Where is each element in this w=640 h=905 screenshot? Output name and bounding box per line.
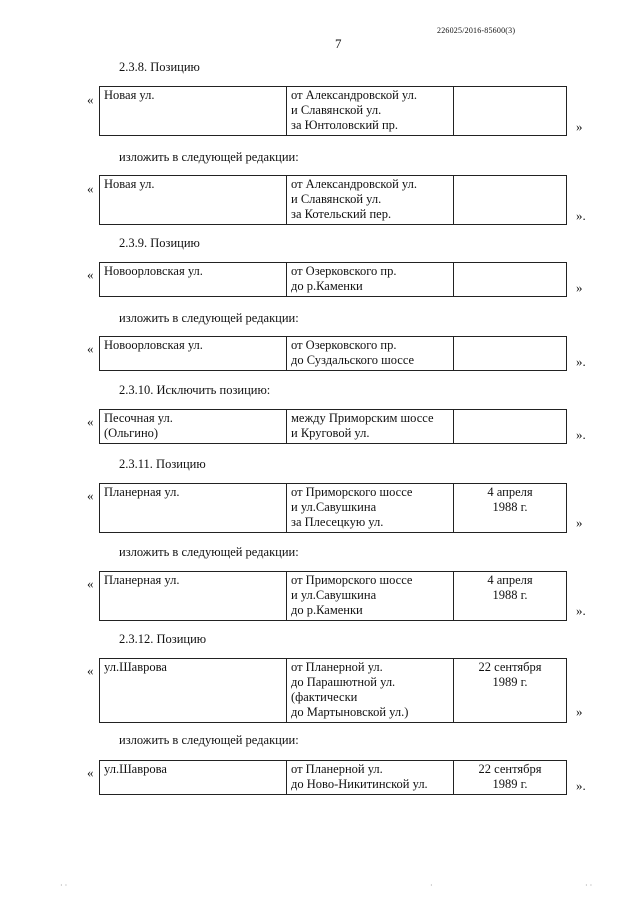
paragraph-4: изложить в следующей редакции:: [119, 311, 299, 325]
street-name-cell: [100, 410, 287, 444]
cell-line: Новая ул.: [104, 177, 155, 191]
cell-line: от Планерной ул.: [291, 660, 383, 674]
close-quote: »: [576, 515, 583, 530]
date-cell: [454, 659, 567, 723]
date-cell: [454, 572, 567, 621]
section-cell: [287, 761, 454, 795]
cell-line: до Суздальского шоссе: [291, 353, 415, 367]
section-cell: [287, 87, 454, 136]
section-cell: [287, 659, 454, 723]
date-cell: [454, 337, 567, 371]
street-table-row: [99, 336, 567, 371]
cell-line: от Александровской ул.: [291, 88, 417, 102]
street-name-cell: [100, 572, 287, 621]
street-name-cell: [100, 337, 287, 371]
date-cell: [454, 484, 567, 533]
section-cell: [287, 484, 454, 533]
cell-line: 1989 г.: [492, 777, 528, 791]
street-table-row: [99, 409, 567, 444]
open-quote: «: [87, 765, 94, 780]
cell-line: и Славянской ул.: [291, 192, 382, 206]
cell-line: за Юнтоловский пр.: [291, 118, 399, 132]
date-cell: [454, 761, 567, 795]
cell-line: 4 апреля: [487, 485, 533, 499]
open-quote: «: [87, 488, 94, 503]
close-quote: »: [576, 280, 583, 295]
cell-line: 1989 г.: [492, 675, 528, 689]
cell-line: 1988 г.: [492, 500, 528, 514]
close-quote: ».: [576, 354, 586, 369]
scan-artifact: · ·: [585, 881, 593, 890]
cell-line: 22 сентября: [478, 762, 542, 776]
cell-line: (фактически: [291, 690, 358, 704]
cell-line: Новоорловская ул.: [104, 338, 203, 352]
street-name-cell: [100, 761, 287, 795]
cell-line: до Ново-Никитинской ул.: [291, 777, 428, 791]
street-table-row: [99, 483, 567, 533]
cell-line: между Приморским шоссе: [291, 411, 434, 425]
page-number: 7: [335, 36, 342, 51]
open-quote: «: [87, 181, 94, 196]
cell-line: от Озерковского пр.: [291, 338, 397, 352]
close-quote: »: [576, 119, 583, 134]
street-table-row: [99, 571, 567, 621]
paragraph-5: 2.3.10. Исключить позицию:: [119, 383, 271, 397]
street-name-cell: [100, 659, 287, 723]
cell-line: Новая ул.: [104, 88, 155, 102]
paragraph-6: 2.3.11. Позицию: [119, 457, 206, 471]
cell-line: 4 апреля: [487, 573, 533, 587]
open-quote: «: [87, 267, 94, 282]
street-name-cell: [100, 484, 287, 533]
cell-line: и Славянской ул.: [291, 103, 382, 117]
cell-line: до Мартыновской ул.): [291, 705, 409, 719]
open-quote: «: [87, 414, 94, 429]
cell-line: за Плесецкую ул.: [291, 515, 384, 529]
cell-line: за Котельский пер.: [291, 207, 392, 221]
open-quote: «: [87, 341, 94, 356]
cell-line: ул.Шаврова: [104, 762, 167, 776]
cell-line: от Приморского шоссе: [291, 485, 413, 499]
date-cell: [454, 410, 567, 444]
date-cell: [454, 87, 567, 136]
cell-line: до р.Каменки: [291, 603, 363, 617]
cell-line: от Александровской ул.: [291, 177, 417, 191]
cell-line: Планерная ул.: [104, 485, 180, 499]
cell-line: и Круговой ул.: [291, 426, 370, 440]
paragraph-8: 2.3.12. Позицию: [119, 632, 207, 646]
cell-line: 1988 г.: [492, 588, 528, 602]
paragraph-7: изложить в следующей редакции:: [119, 545, 299, 559]
street-table-row: [99, 175, 567, 225]
open-quote: «: [87, 576, 94, 591]
close-quote: »: [576, 704, 583, 719]
cell-line: (Ольгино): [104, 426, 159, 440]
cell-line: от Озерковского пр.: [291, 264, 397, 278]
cell-line: и ул.Савушкина: [291, 500, 377, 514]
cell-line: Песочная ул.: [104, 411, 173, 425]
cell-line: и ул.Савушкина: [291, 588, 377, 602]
scan-artifact: · ·: [60, 881, 68, 890]
close-quote: ».: [576, 603, 586, 618]
cell-line: ул.Шаврова: [104, 660, 167, 674]
street-name-cell: [100, 87, 287, 136]
scan-artifact: ·: [430, 881, 433, 890]
open-quote: «: [87, 92, 94, 107]
date-cell: [454, 176, 567, 225]
section-cell: [287, 410, 454, 444]
section-cell: [287, 337, 454, 371]
cell-line: Новоорловская ул.: [104, 264, 203, 278]
street-name-cell: [100, 263, 287, 297]
section-cell: [287, 572, 454, 621]
cell-line: до р.Каменки: [291, 279, 363, 293]
street-table-row: [99, 658, 567, 723]
document-number: 226025/2016-85600(3): [437, 26, 516, 35]
close-quote: ».: [576, 208, 586, 223]
open-quote: «: [87, 663, 94, 678]
paragraph-1: 2.3.8. Позицию: [119, 60, 200, 74]
paragraph-2: изложить в следующей редакции:: [119, 150, 299, 164]
close-quote: ».: [576, 778, 586, 793]
section-cell: [287, 176, 454, 225]
street-name-cell: [100, 176, 287, 225]
paragraph-3: 2.3.9. Позицию: [119, 236, 200, 250]
section-cell: [287, 263, 454, 297]
street-table-row: [99, 760, 567, 795]
date-cell: [454, 263, 567, 297]
street-table-row: [99, 86, 567, 136]
close-quote: ».: [576, 427, 586, 442]
cell-line: от Планерной ул.: [291, 762, 383, 776]
cell-line: Планерная ул.: [104, 573, 180, 587]
cell-line: 22 сентября: [478, 660, 542, 674]
paragraph-9: изложить в следующей редакции:: [119, 733, 299, 747]
cell-line: от Приморского шоссе: [291, 573, 413, 587]
cell-line: до Парашютной ул.: [291, 675, 396, 689]
street-table-row: [99, 262, 567, 297]
